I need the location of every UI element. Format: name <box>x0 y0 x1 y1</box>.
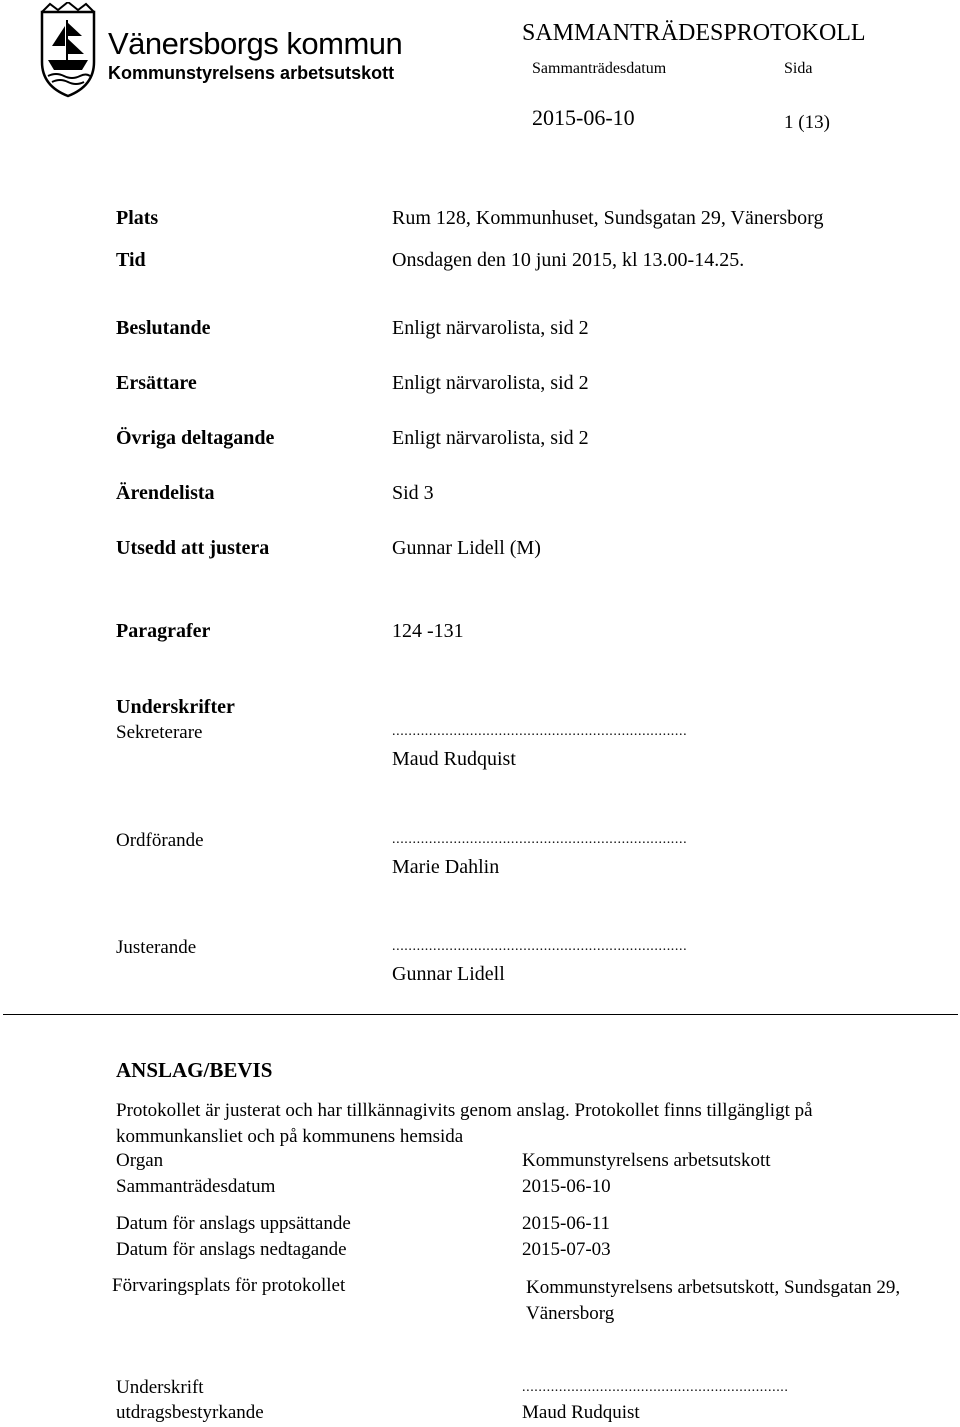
time-label: Tid <box>116 249 146 271</box>
paragraphs-value: 124 -131 <box>392 620 464 642</box>
place-value: Rum 128, Kommunhuset, Sundsgatan 29, Vänersborg <box>392 207 824 229</box>
posted-date-value: 2015-06-11 <box>522 1213 610 1234</box>
adjuster-label: Utsedd att justera <box>116 537 270 559</box>
substitutes-label: Ersättare <box>116 372 197 394</box>
place-label: Plats <box>116 207 159 229</box>
storage-label: Förvaringsplats för protokollet <box>112 1275 346 1296</box>
adjuster-role: Justerande <box>116 937 197 958</box>
notice-title: ANSLAG/BEVIS <box>116 1058 273 1082</box>
deciders-value: Enligt närvarolista, sid 2 <box>392 317 589 339</box>
notice-text: Protokollet är justerat och har tillkännagivits genom anslag. Protokollet finns tillgängligt på kommunkansliet och på kommunens hemsida <box>116 1100 813 1147</box>
meeting-date-label: Sammanträdesdatum <box>532 60 667 77</box>
brand-subtitle: Kommunstyrelsens arbetsutskott <box>108 63 395 83</box>
posted-date-label: Datum för anslags uppsättande <box>116 1213 351 1234</box>
chair-name: Marie Dahlin <box>392 856 500 878</box>
adjuster-signature-line: ........................................................................ <box>392 939 688 954</box>
deciders-label: Beslutande <box>116 317 211 339</box>
storage-value: Kommunstyrelsens arbetsutskott, Sundsgatan 29, Vänersborg <box>526 1277 901 1324</box>
others-label: Övriga deltagande <box>116 427 275 449</box>
certification-name: Maud Rudquist <box>522 1402 640 1423</box>
organ-label: Organ <box>116 1150 164 1171</box>
certification-label-line2: utdragsbestyrkande <box>116 1402 264 1423</box>
adjuster-name: Gunnar Lidell <box>392 963 505 985</box>
substitutes-value: Enligt närvarolista, sid 2 <box>392 372 589 394</box>
agenda-label: Ärendelista <box>116 482 215 504</box>
notice-meeting-date-label: Sammanträdesdatum <box>116 1176 276 1197</box>
secretary-role: Sekreterare <box>116 722 203 743</box>
municipal-crest-ship-icon <box>36 2 100 98</box>
brand-name: Vänersborgs kommun <box>108 26 403 61</box>
secretary-name: Maud Rudquist <box>392 748 516 770</box>
document-title: SAMMANTRÄDESPROTOKOLL <box>522 20 866 46</box>
chair-signature-line: ........................................................................ <box>392 832 688 847</box>
page-label: Sida <box>784 60 813 77</box>
page-count: 1 (13) <box>784 112 830 133</box>
removed-date-label: Datum för anslags nedtagande <box>116 1239 347 1260</box>
organ-value: Kommunstyrelsens arbetsutskott <box>522 1150 771 1171</box>
chair-role: Ordförande <box>116 830 204 851</box>
signatures-heading: Underskrifter <box>116 696 235 718</box>
certification-signature-line: ................................................................. <box>522 1380 789 1395</box>
time-value: Onsdagen den 10 juni 2015, kl 13.00-14.25. <box>392 249 745 271</box>
paragraphs-label: Paragrafer <box>116 620 211 642</box>
certification-label-line1: Underskrift <box>116 1377 204 1398</box>
removed-date-value: 2015-07-03 <box>522 1239 611 1260</box>
others-value: Enligt närvarolista, sid 2 <box>392 427 589 449</box>
meeting-date: 2015-06-10 <box>532 105 635 130</box>
adjuster-value: Gunnar Lidell (M) <box>392 537 541 559</box>
secretary-signature-line: ........................................................................ <box>392 724 688 739</box>
notice-meeting-date-value: 2015-06-10 <box>522 1176 611 1197</box>
section-divider <box>3 1014 958 1015</box>
agenda-value: Sid 3 <box>392 482 434 504</box>
